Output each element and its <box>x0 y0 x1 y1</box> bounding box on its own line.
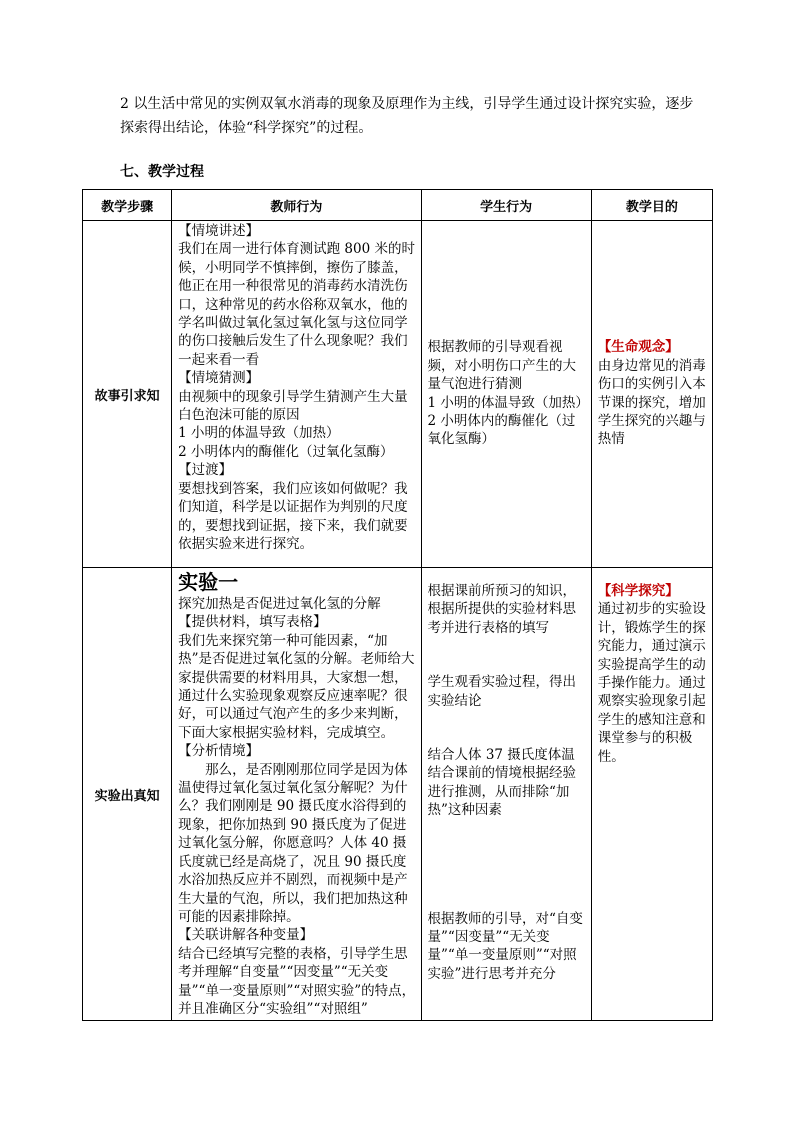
header-teacher: 教师行为 <box>172 190 421 221</box>
teacher-line: 我们在周一进行体育测试跑 800 米的时候，小明同学不慎摔倒，擦伤了膝盖，他正在用一种很常见的消毒药水清洗伤口，这种常见的药水俗称双氧水，他的学名叫做过氧化氢过氧化氢与这位同学的伤口接触后发生了什么现象呢？我们一起来看一看 <box>178 241 415 368</box>
purpose-cell <box>591 568 712 1021</box>
section-title: 七、教学过程 <box>120 164 204 180</box>
teacher-line: 2 小明体内的酶催化（过氧化氢酶） <box>178 443 394 460</box>
teacher-line: 我们先来探究第一种可能因素，“加热”是否促进过氧化氢的分解。老师给大家提供需要的材料用具，大家想一想，通过什么实验现象观察反应速率呢？很好，可以通过气泡产生的多少来判断，下面大家根据实验材料，完成填空。 <box>178 632 415 741</box>
student-line: 根据教师的引导观看视频，对小明伤口产生的大量气泡进行猜测 <box>427 339 577 393</box>
student-cell <box>421 568 591 1021</box>
teaching-process-table <box>82 189 713 1021</box>
table-header-row <box>83 190 713 221</box>
teacher-line: 【分析情境】 <box>178 743 260 760</box>
teacher-line: 探究加热是否促进过氧化氢的分解 <box>178 596 381 612</box>
purpose-cell <box>591 221 712 568</box>
purpose-tag: 【科学探究】 <box>597 583 679 599</box>
header-purpose: 教学目的 <box>591 190 712 221</box>
teacher-line: 【情境讲述】 <box>178 223 260 239</box>
purpose-text: 由身边常见的消毒伤口的实例引入本节课的探究，增加学生探究的兴趣与热情 <box>597 357 706 448</box>
teacher-line: 【情境猜测】 <box>178 370 260 387</box>
teacher-line: 1 小明的体温导致（加热） <box>178 425 340 442</box>
student-line: 根据课前所预习的知识，根据所提供的实验材料思考并进行表格的填写 <box>427 583 577 636</box>
purpose-text: 通过初步的实验设计，锻炼学生的探究能力，通过演示实验提高学生的动手操作能力。通过观察实验现象引起学生的感知注意和课堂参与的积极性。 <box>597 601 706 765</box>
purpose-tag: 【生命观念】 <box>597 339 679 356</box>
step-label: 故事引求知 <box>83 221 172 568</box>
header-student: 学生行为 <box>421 190 591 221</box>
table-row <box>83 221 713 568</box>
table-row <box>83 568 713 1021</box>
teacher-line: 那么，是否刚刚那位同学是因为体温使得过氧化氢过氧化氢分解呢？为什么？我们刚刚是 90 摄氏度水浴得到的现象，把你加热到 90 摄氏度为了促进过氧化氢分解，你愿意吗？人体 40 摄氏度就已经是高烧了，况且 90 摄氏度水浴加热反应并不剧烈，而视频中是产生大量的气泡，所以，我们把加热这种可能的因素排除掉。 <box>178 761 408 925</box>
teacher-line: 【提供材料，填写表格】 <box>178 614 327 631</box>
teacher-line: 由视频中的现象引导学生猜测产生大量白色泡沫可能的原因 <box>178 388 408 424</box>
experiment-title: 实验一 <box>178 570 239 594</box>
teacher-line: 【过渡】 <box>178 462 233 479</box>
step-label: 实验出真知 <box>83 568 172 1021</box>
student-cell <box>421 221 591 568</box>
student-line: 1 小明的体温导致（加热） <box>427 394 589 411</box>
student-line: 学生观看实验过程，得出实验结论 <box>427 674 577 709</box>
student-line: 结合人体 37 摄氏度体温结合课前的情境根据经验进行推测，从而排除“加热”这种因素 <box>427 747 577 819</box>
student-line: 根据教师的引导，对“自变量”“因变量”“无关变量”“单一变量原则”“对照实验”进行思考并充分 <box>427 910 583 982</box>
student-line: 2 小明体内的酶催化（过氧化氢酶） <box>427 412 576 448</box>
teacher-line: 结合已经填写完整的表格，引导学生思考并理解“自变量”“因变量”“无关变量”“单一变量原则”“对照实验”的特点，并且准确区分“实验组”“对照组” <box>178 945 416 1017</box>
teacher-line: 要想找到答案，我们应该如何做呢？我们知道，科学是以证据作为判别的尺度的，要想找到证据，接下来，我们就要依据实验来进行探究。 <box>178 480 408 552</box>
teacher-line: 【关联讲解各种变量】 <box>178 927 314 944</box>
header-step: 教学步骤 <box>83 190 172 221</box>
intro-paragraph: 2 以生活中常见的实例双氧水消毒的现象及原理作为主线，引导学生通过设计探究实验，逐步探索得出结论，体验“科学探究”的过程。 <box>120 96 694 136</box>
teacher-cell <box>172 221 421 568</box>
teacher-cell <box>172 568 421 1021</box>
